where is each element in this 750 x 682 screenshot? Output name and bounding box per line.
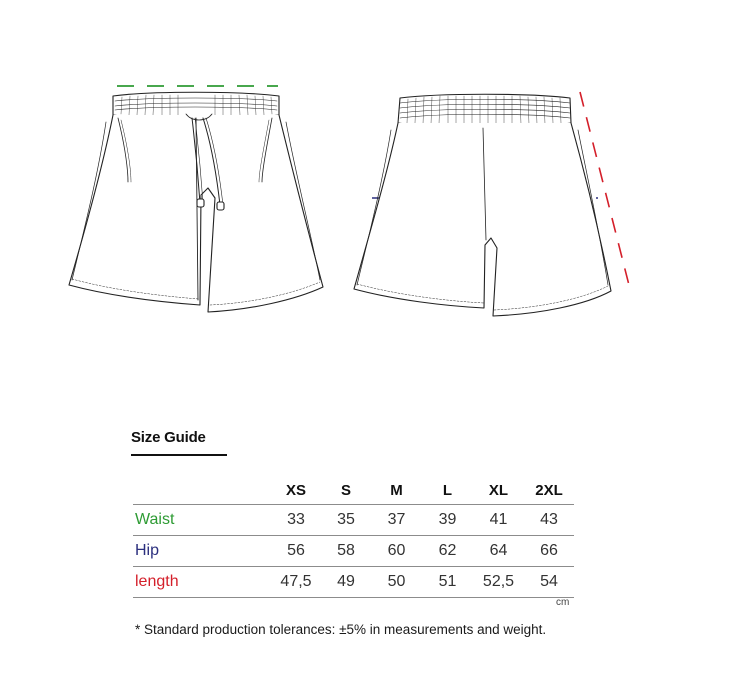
size-header: S (321, 476, 371, 505)
table-row-hip (133, 536, 574, 567)
table-cell: 33 (271, 505, 321, 536)
size-header: M (371, 476, 422, 505)
table-cell: 54 (524, 567, 574, 598)
shorts-illustration (0, 0, 750, 340)
size-header: XS (271, 476, 321, 505)
table-cell: 35 (321, 505, 371, 536)
row-label-length: length (133, 567, 271, 598)
table-cell: 49 (321, 567, 371, 598)
size-guide-title: Size Guide (131, 429, 206, 446)
table-cell: 43 (524, 505, 574, 536)
size-header: L (422, 476, 473, 505)
table-cell: 60 (371, 536, 422, 567)
row-label-hip: Hip (133, 536, 271, 567)
table-cell: 50 (371, 567, 422, 598)
tolerance-note: * Standard production tolerances: ±5% in measurements and weight. (135, 622, 547, 637)
table-cell: 66 (524, 536, 574, 567)
table-cell: 47,5 (271, 567, 321, 598)
size-header: XL (473, 476, 524, 505)
unit-label: cm (556, 597, 570, 608)
title-underline (131, 454, 227, 456)
size-header-row (133, 476, 574, 505)
shorts-back-view (354, 94, 611, 316)
table-row-waist (133, 505, 574, 536)
size-guide-table (133, 476, 574, 598)
table-cell: 56 (271, 536, 321, 567)
table-cell: 58 (321, 536, 371, 567)
table-row-length (133, 567, 574, 598)
size-header: 2XL (524, 476, 574, 505)
table-cell: 64 (473, 536, 524, 567)
table-cell: 62 (422, 536, 473, 567)
row-label-waist: Waist (133, 505, 271, 536)
header-blank (133, 476, 271, 505)
table-cell: 51 (422, 567, 473, 598)
table-cell: 41 (473, 505, 524, 536)
table-cell: 39 (422, 505, 473, 536)
table-cell: 37 (371, 505, 422, 536)
table-cell: 52,5 (473, 567, 524, 598)
shorts-front-view (69, 92, 323, 312)
